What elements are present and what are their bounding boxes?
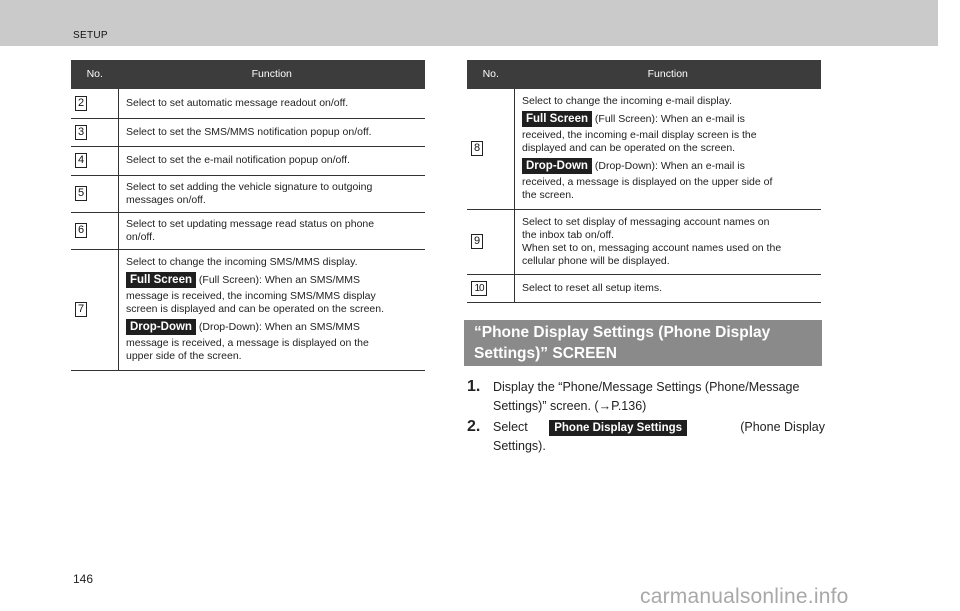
function-text: displayed and can be operated on the screen. <box>522 142 736 155</box>
step-text: Display the “Phone/Message Settings (Phone/Message <box>493 380 800 394</box>
column-header-no: No. <box>71 60 119 89</box>
function-text: Select to set the SMS/MMS notification popup on/off. <box>126 125 372 138</box>
function-text: Select to set automatic message readout on/off. <box>126 96 349 109</box>
section-heading <box>464 320 822 366</box>
table-row <box>71 146 425 175</box>
page-header <box>0 0 938 46</box>
item-number-badge: 3 <box>75 125 87 140</box>
function-text: Select to change the incoming SMS/MMS display. <box>126 256 358 268</box>
function-text: When set to on, messaging account names used on the <box>522 241 782 254</box>
table-row <box>71 118 425 146</box>
column-header-function: Function <box>515 60 822 89</box>
step-text: Settings)” screen. (→P.136) <box>493 399 647 413</box>
left-function-table <box>71 60 425 371</box>
full-screen-button: Full Screen <box>126 272 196 288</box>
function-text: Select to set updating message read status on phone <box>126 217 375 230</box>
function-text: the inbox tab on/off. <box>522 228 615 241</box>
item-number-badge: 10 <box>471 281 487 296</box>
step-number: 2. <box>467 418 481 435</box>
drop-down-button: Drop-Down <box>522 158 592 174</box>
function-text: (Full Screen): When an SMS/MMS <box>198 274 360 286</box>
function-text: (Full Screen): When an e-mail is <box>594 113 745 126</box>
table-row <box>467 209 821 274</box>
function-text: upper side of the screen. <box>126 350 242 362</box>
function-text: the screen. <box>522 189 574 202</box>
table-row <box>467 274 821 302</box>
phone-display-settings-button: Phone Display Settings <box>549 420 687 436</box>
function-text: Select to change the incoming e-mail display. <box>522 95 732 108</box>
function-text: cellular phone will be displayed. <box>522 254 670 267</box>
item-number-badge: 6 <box>75 223 87 238</box>
function-text: on/off. <box>126 230 155 243</box>
table-row <box>71 175 425 212</box>
function-text: screen is displayed and can be operated on the screen. <box>126 303 385 315</box>
function-text: Select to set the e-mail notification popup on/off. <box>126 154 350 166</box>
item-number-badge: 8 <box>471 141 483 156</box>
function-text: received, a message is displayed on the upper side of <box>522 176 773 189</box>
column-header-function: Function <box>119 60 426 89</box>
item-number-badge: 9 <box>471 234 483 249</box>
function-text: (Drop-Down): When an e-mail is <box>594 160 745 173</box>
section-header-title: SETUP <box>73 30 108 41</box>
item-number-badge: 2 <box>75 96 87 111</box>
table-row <box>467 89 821 209</box>
function-text: received, the incoming e-mail display screen is the <box>522 129 757 142</box>
page-number: 146 <box>73 572 94 586</box>
drop-down-button: Drop-Down <box>126 319 196 335</box>
right-function-table <box>467 60 821 303</box>
step-text: Settings). <box>493 439 546 453</box>
step-1 <box>467 378 825 418</box>
table-row <box>71 89 425 118</box>
function-text: Select to set adding the vehicle signature to outgoing <box>126 180 373 193</box>
function-text: Select to set display of messaging account names on <box>522 215 770 228</box>
watermark: carmanualsonline.info <box>640 585 849 608</box>
full-screen-button: Full Screen <box>522 111 592 127</box>
section-heading-line: Settings)” SCREEN <box>474 345 617 362</box>
page-margin <box>938 0 960 611</box>
step-text: Select <box>493 420 528 434</box>
function-text: message is received, the incoming SMS/MMS display <box>126 290 376 302</box>
table-row <box>71 249 425 370</box>
function-text: (Drop-Down): When an SMS/MMS <box>198 321 360 333</box>
step-text: (Phone Display <box>740 420 825 434</box>
function-text: message is received, a message is displayed on the <box>126 337 369 349</box>
item-number-badge: 7 <box>75 302 87 317</box>
table-row <box>71 212 425 249</box>
item-number-badge: 4 <box>75 153 87 168</box>
function-text: Select to reset all setup items. <box>522 281 663 294</box>
step-2 <box>467 418 825 458</box>
column-header-no: No. <box>467 60 515 89</box>
section-heading-line: “Phone Display Settings (Phone Display <box>474 324 771 341</box>
item-number-badge: 5 <box>75 186 87 201</box>
function-text: messages on/off. <box>126 193 206 206</box>
step-number: 1. <box>467 378 481 395</box>
